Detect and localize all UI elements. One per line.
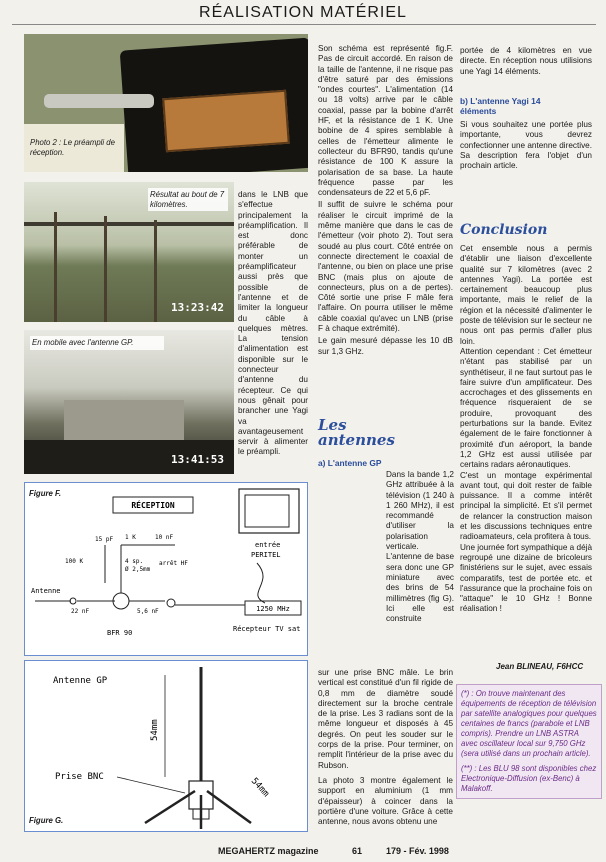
peritel-label: PERITEL (251, 551, 281, 559)
photo-caption: En mobile avec l'antenne GP. (30, 336, 164, 350)
antenne-gp-label: Antenne GP (53, 676, 108, 686)
dim1-label: 54mm (150, 719, 160, 741)
footnotes-box (456, 684, 602, 799)
figure-f (24, 482, 308, 656)
antenna-drawing (25, 661, 307, 831)
paragraph: C'est un montage expérimental avant tout, qui doit rester de faible puissance. Il a comme intérêt principal la simplicité. Et s'il permet de relancer la construction maison et les discussions techniques entre radioamateurs, cela profitera à tous. (460, 470, 592, 542)
entree-label: entrée (255, 541, 281, 549)
video-timestamp: 13:23:42 (171, 301, 224, 314)
coil2-label: Ø 2,5mm (125, 566, 151, 573)
header-rule (12, 24, 596, 25)
choke-label: arrêt HF (159, 560, 188, 567)
paragraph: Il suffit de suivre le schéma pour réaliser le circuit imprimé de la même manière que dans le cas de l'émetteur (voir photo 2). Tout sera soudé au plus court. Côté entrée on connecte directement le coaxial de l'antenne, ou bien on place une prise BNC (mais plus on ajoute de connecteurs, plus on a de pertes). Côté sortie une prise F mâle fera l'affaire. On pourra utiliser le même câble coaxial qu'avec un LNB (prise F à chaque extrémité). (318, 200, 453, 334)
c10-label: 10 nF (155, 534, 174, 541)
c15-label: 15 pF (95, 536, 114, 543)
body-col-b (318, 44, 453, 357)
coil-label: 4 sp. (125, 558, 144, 565)
paragraph: Son schéma est représenté fig.F. Pas de circuit accordé. En raison de la taille de l'antenne, il ne risque pas d'être saturé par des émissions "ondes courtes". L'alimentation (14 ou 18 volts) arrive par le câble coaxial, passe par la bobine d'arrêt HF, et la résistance de 1 K. Une bobine de 4 spires semblable à celles de l'émetteur alimente le collecteur du BFR90, tandis qu'une résistance de 100 K assure la polarisation de sa base. La haute fréquence passe par les condensateurs de 22 et 5,6 pF. (318, 44, 453, 198)
paragraph: Une journée fort sympathique a déjà regroupé une dizaine de bricoleurs finistériens sur le sujet, avec essais comparatifs, test de portée etc. et l'assurance que la prochaine fois on "attaque" le 10 GHz ! Bonne réalisation ! (460, 542, 592, 614)
subsection-gp: a) L'antenne GP (318, 458, 382, 468)
c22-label: 22 nF (71, 608, 90, 615)
paragraph: Le gain mesuré dépasse les 10 dB sur 1,3 GHz. (318, 336, 453, 356)
prise-label: Prise BNC (55, 772, 104, 782)
schematic-f (25, 483, 307, 655)
subsection-yagi: b) L'antenne Yagi 14 éléments (460, 96, 541, 116)
antenne-label: Antenne (31, 587, 61, 595)
paragraph: Si vous souhaitez une portée plus importante, vous devrez confectionner une antenne directive. Sa description fera l'objet d'un prochain article. (460, 120, 592, 171)
r100k-label: 100 K (65, 558, 84, 565)
figure-label: Figure F. (29, 489, 62, 498)
transistor-label: BFR 90 (107, 629, 133, 637)
paragraph: Cet ensemble nous a permis d'établir une liaison d'excellente qualité sur 7 kilomètres (avec 2 antennes Yagi). La portée est certainement beaucoup plus importante, mais le relief de la région et la nécessité d'alimenter le poste de télévision sur le secteur ne nous ont pas permis d'aller plus loin. (460, 244, 592, 346)
photo-caption: Résultat au bout de 7 kilomètres. (148, 188, 228, 211)
body-text-col-a: dans le LNB que s'effectue principalement la préamplification. Il est donc préférable de monter un préamplificateur aussi près que possible de l'antenne et de limiter la longueur du câble à quelques mètres. La tension d'alimentation est disponible sur le connecteur d'antenne du récepteur. Ce qui nous gênait pour brancher une Yagi va avantageusement servir à alimenter le préampli. (238, 190, 308, 457)
dim2-label: 54mm (248, 776, 271, 800)
paragraph: La photo 3 montre également le support en aluminium (1 mm d'épaisseur) à coincer dans la portière d'une voiture. Grâce à cette antenne, nous avons obtenu une (318, 776, 453, 827)
section-title-antennes: Les antennes (318, 416, 395, 449)
footer-magazine: MEGAHERTZ magazine (218, 846, 319, 856)
photo-result (24, 182, 234, 322)
paragraph: Dans la bande 1,2 GHz attribuée à la télévision (1 240 à 1 260 MHz), il est recommandé d'utiliser la polarisation verticale. L'antenne de base sera donc une GP miniature avec des brins de 54 millimètres (fig G). Ici elle est construite (386, 470, 454, 624)
footer-page-number: 61 (352, 846, 363, 856)
recepteur-label: Récepteur TV sat (233, 625, 301, 633)
photo-caption: Photo 2 : Le préampli de réception. (30, 138, 115, 157)
r1k-label: 1 K (125, 534, 136, 541)
footnote-1: (*) : On trouve maintenant des équipements de réception de télévision par satellite analogiques pour quelques centaines de francs (parabole et LNB compris). Prendre un LNB ASTRA avec oscillateur local sur 9,750 GHz (sera utilisé dans un prochain article). (461, 689, 597, 758)
author: Jean BLINEAU, F6HCC (496, 662, 584, 671)
figure-label: Figure G. (29, 815, 64, 825)
figure-g (24, 660, 308, 832)
c56-label: 5,6 nF (137, 608, 159, 615)
footer-issue: 179 - Fév. 1998 (386, 846, 449, 856)
paragraph: Attention cependant : Cet émetteur n'étant pas stabilisé par un synthétiseur, il ne faut surtout pas le faire suivre d'un amplificateur. Des accrochages et des glissements en fréquence risqueraient de se produire, provoquant des perturbations sur la bande. Evitez également de le faire fonctionner à proximité d'un aéroport, la bande 1,2 GHz est aussi utilisée par certains radars aéronautiques. (460, 346, 592, 470)
reception-label: RÉCEPTION (131, 501, 175, 510)
section-title-conclusion: Conclusion (460, 222, 548, 238)
freq-label: 1250 MHz (256, 605, 290, 613)
photo-mobile (24, 330, 234, 474)
footnote-2: (**) : Les BLU 98 sont disponibles chez Electronique-Diffusion (ex-Benc) à Malakoff. (461, 764, 597, 793)
body-col-c (460, 244, 592, 615)
paragraph: sur une prise BNC mâle. Le brin vertical est constitué d'un fil rigide de 0,8 mm de diamètre soudé directement sur la broche centrale de la prise. Les 3 radians sont de la même longueur et disposés à 45 degrés. On peut les souder sur le corps de la prise. Pour terminer, on remplit l'intérieur de la prise avec du Rubson. (318, 668, 453, 770)
page-title: RÉALISATION MATÉRIEL (199, 4, 407, 21)
paragraph: portée de 4 kilomètres en vue directe. En réception nous utilisions une Yagi 14 éléments. (460, 46, 592, 76)
photo-preamp (24, 34, 308, 172)
video-timestamp: 13:41:53 (171, 453, 224, 466)
